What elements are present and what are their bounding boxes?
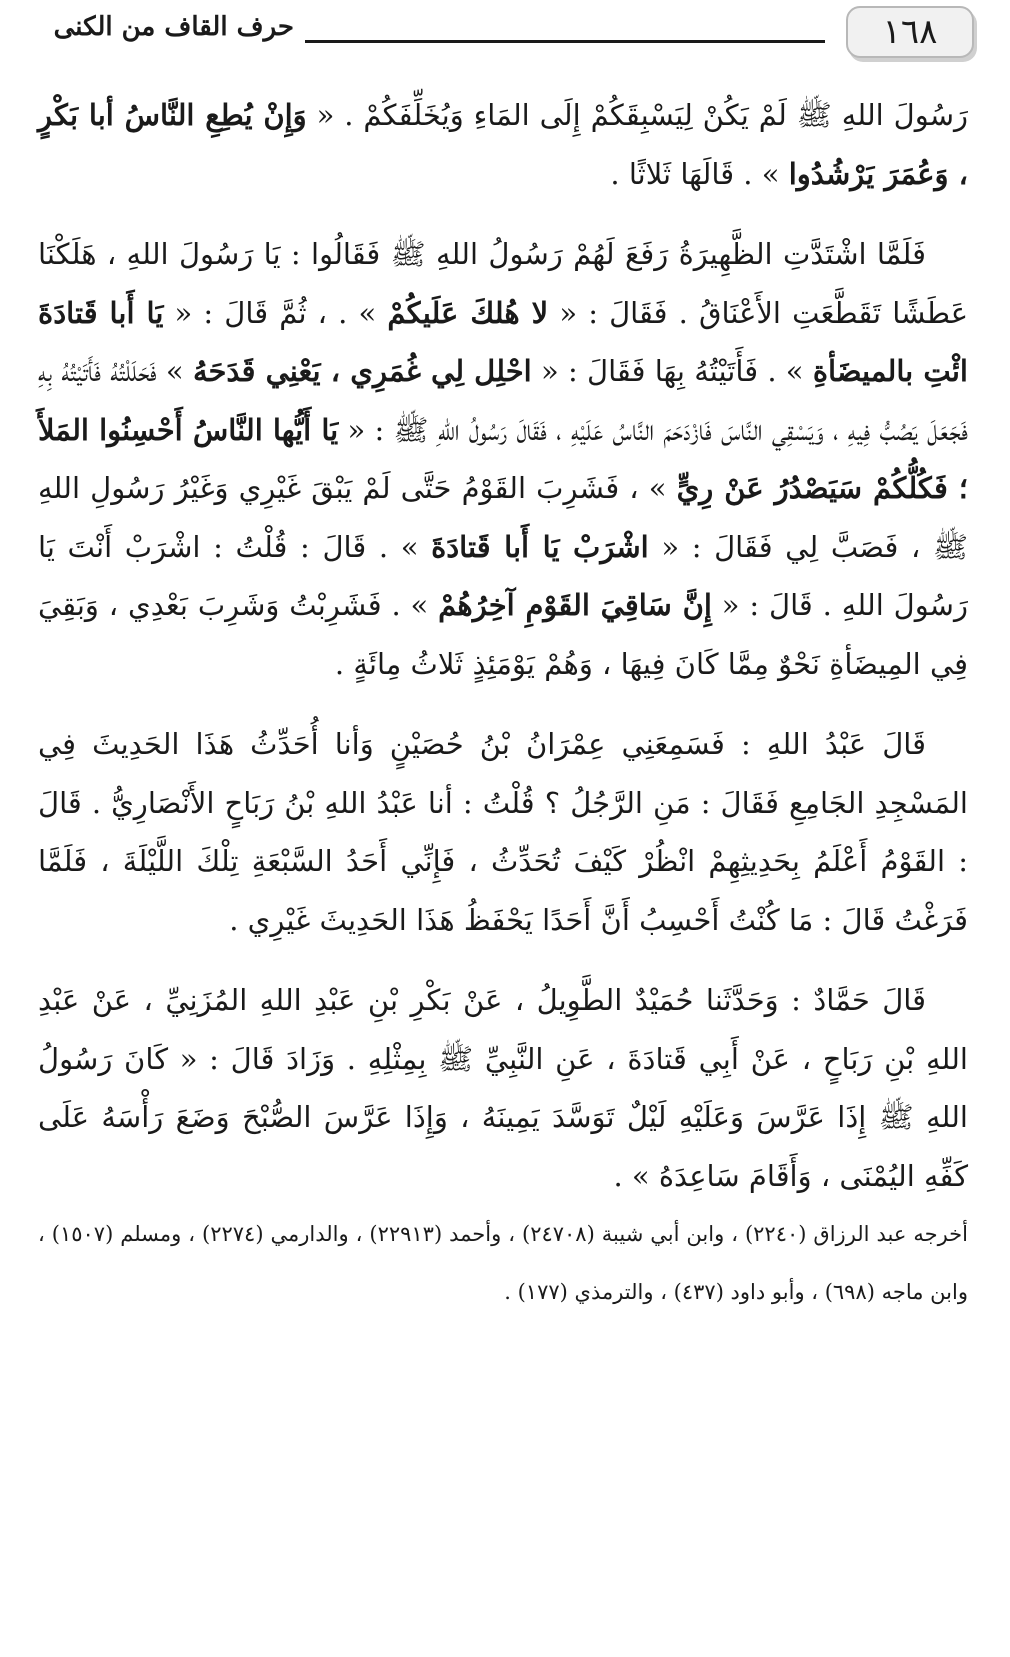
page-number-badge	[846, 6, 974, 58]
prophet-quote: لا هُلكَ عَلَيكُمْ	[387, 295, 549, 330]
page-body	[38, 86, 968, 1321]
text-segment: » فَحَلَلْتُهُ فَأَتَيْتُهُ بِهِ فَجَعَلَ يَصُبُّ فِيهِ ، وَيَسْقِي النَّاسَ فَازْدَحَمَ النَّاسُ عَلَيْهِ ، فَقَالَ رَسُولُ اللهِ ﷺ : «	[38, 354, 968, 447]
prophet-quote: يَا أَبا قَتادَةَ ائْتِ بالميضَأةِ	[38, 295, 968, 388]
paragraph-1	[38, 86, 968, 203]
prophet-quote: يَا أَيُّها النَّاسُ أَحْسِنُوا المَلأَ ؛ فَكُلُّكُمْ سَيَصْدُرُ عَنْ رِيٍّ	[38, 412, 968, 505]
prophet-quote: وَإِنْ يُطِعِ النَّاسُ أبا بَكْرٍ ، وَعُمَرَ يَرْشُدُوا	[38, 98, 968, 191]
footnote-references: أخرجه عبد الرزاق (٢٢٤٠) ، وابن أبي شيبة (٢٤٧٠٨) ، وأحمد (٢٢٩١٣) ، والدارمي (٢٢٧٤) ، ومسلم (١٥٠٧) ، وابن ماجه (٦٩٨) ، وأبو داود (٤٣٧) ، والترمذي (١٧٧) .	[38, 1222, 968, 1304]
text-segment: رَسُولَ اللهِ ﷺ لَمْ يَكُنْ لِيَسْبِقَكُمْ إِلَى المَاءِ وَيُخَلِّفَكُمْ . «	[306, 98, 968, 132]
chapter-title: حرف القاف من الكنى	[53, 12, 294, 42]
text-segment: فَلَمَّا اشْتَدَّتِ الظَّهِيرَةُ رَفَعَ لَهُمْ رَسُولُ اللهِ ﷺ فَقَالُوا : يَا رَسُولَ اللهِ ، هَلَكْنَا عَطَشًا تَقَطَّعَتِ الأَعْنَاقُ . فَقَالَ : «	[38, 237, 969, 330]
header-rule	[305, 40, 825, 43]
prophet-quote: اشْرَبْ يَا أَبا قَتادَةَ	[431, 529, 649, 564]
text-segment: قَالَ عَبْدُ اللهِ : فَسَمِعَنِي عِمْرَانُ بْنُ حُصَيْنٍ وَأنا أُحَدِّثُ هَذَا الحَدِيثَ فِي المَسْجِدِ الجَامِعِ فَقَالَ : مَنِ الرَّجُلُ ؟ قُلْتُ : أنا عَبْدُ اللهِ بْنُ رَبَاحٍ الأَنْصَارِيُّ . قَالَ : القَوْمُ أَعْلَمُ بِحَدِيثِهِمْ انْظُرْ كَيْفَ تُحَدِّثُ ، فَإِنِّي أَحَدُ السَّبْعَةِ تِلْكَ اللَّيْلَةَ ، فَلَمَّا فَرَغْتُ قَالَ : مَا كُنْتُ أَحْسِبُ أَنَّ أَحَدًا يَحْفَظُ هَذَا الحَدِيثَ غَيْرِي .	[38, 727, 968, 937]
paragraph-2	[38, 225, 968, 693]
page-number: ١٦٨	[882, 12, 938, 52]
paragraph-4	[38, 971, 968, 1205]
prophet-quote: احْلِل لِي غُمَرِي ، يَعْنِي قَدَحَهُ	[192, 354, 532, 388]
text-segment: » . ، ثُمَّ قَالَ : «	[163, 295, 388, 330]
text-segment: » ، فَشَرِبَ القَوْمُ حَتَّى لَمْ يَبْقَ غَيْرِي وَغَيْرُ رَسُولِ اللهِ ﷺ ، فَصَبَّ لِي فَقَالَ : «	[38, 471, 968, 564]
text-segment: » . فَشَرِبْتُ وَشَرِبَ بَعْدِي ، وَبَقِيَ فِي المِيضَأةِ نَحْوٌ مِمَّا كَانَ فِيهَا ، وَهُمْ يَوْمَئِذٍ ثَلاثُ مِائَةٍ .	[38, 588, 968, 681]
text-segment: » . فَأَتَيْتُهُ بِهَا فَقَالَ : «	[531, 354, 813, 388]
page-header	[0, 0, 1010, 70]
paragraph-3	[38, 715, 968, 949]
text-segment: قَالَ حَمَّادٌ : وَحَدَّثَنا حُمَيْدٌ الطَّوِيلُ ، عَنْ بَكْرِ بْنِ عَبْدِ اللهِ المُزَنِيِّ ، عَنْ عَبْدِ اللهِ بْنِ رَبَاحٍ ، عَنْ أَبِي قَتادَةَ ، عَنِ النَّبِيِّ ﷺ بِمِثْلِهِ . وَزَادَ قَالَ : « كَانَ رَسُولُ اللهِ ﷺ إِذَا عَرَّسَ وَعَلَيْهِ لَيْلٌ تَوَسَّدَ يَمِينَهُ ، وَإِذَا عَرَّسَ الصُّبْحَ وَضَعَ رَأْسَهُ عَلَى كَفِّهِ اليُمْنَى ، وَأَقَامَ سَاعِدَهُ » .	[38, 983, 968, 1193]
prophet-quote: إِنَّ سَاقِيَ القَوْمِ آخِرُهُمْ	[438, 588, 712, 622]
text-segment: » . قَالَ : قُلْتُ : اشْرَبْ أَنْتَ يَا رَسُولَ اللهِ . قَالَ : «	[38, 529, 968, 622]
text-segment: » . قَالَهَا ثَلاثًا .	[610, 156, 789, 191]
